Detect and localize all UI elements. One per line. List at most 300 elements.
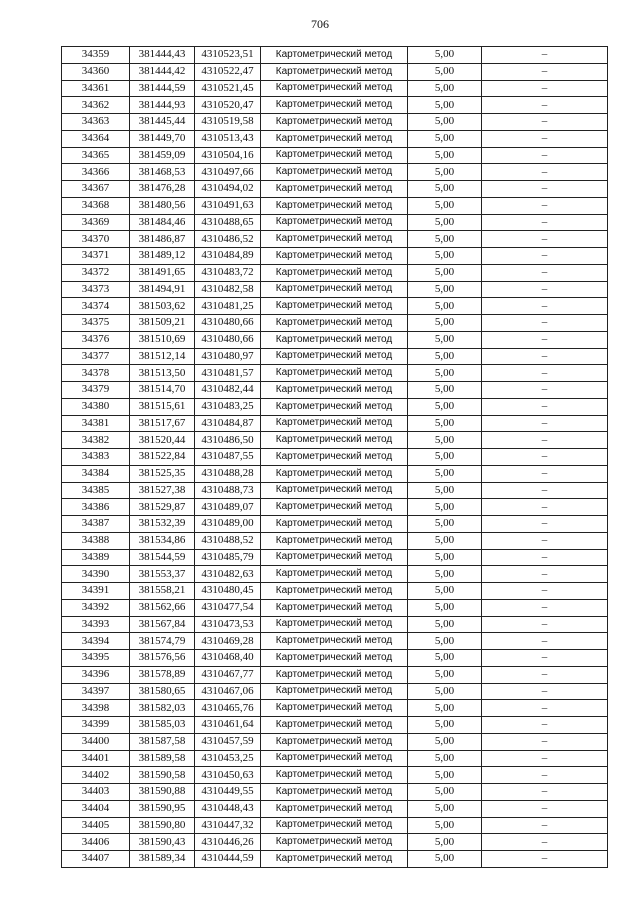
method-cell: Картометрический метод	[261, 482, 408, 499]
method-cell: Картометрический метод	[261, 784, 408, 801]
table-row	[62, 281, 608, 298]
table-row	[62, 264, 608, 281]
x-coordinate-cell: 381486,87	[130, 231, 195, 248]
y-coordinate-cell: 4310482,63	[195, 566, 261, 583]
point-number-cell: 34373	[62, 281, 130, 298]
table-row	[62, 197, 608, 214]
point-number-cell: 34370	[62, 231, 130, 248]
accuracy-cell: 5,00	[408, 415, 482, 432]
note-cell: –	[482, 633, 608, 650]
table-row	[62, 700, 608, 717]
table-row	[62, 181, 608, 198]
note-cell: –	[482, 264, 608, 281]
method-cell: Картометрический метод	[261, 382, 408, 399]
point-number-cell: 34389	[62, 549, 130, 566]
x-coordinate-cell: 381558,21	[130, 583, 195, 600]
table-row	[62, 767, 608, 784]
table-row	[62, 415, 608, 432]
table-row	[62, 164, 608, 181]
table-row	[62, 633, 608, 650]
accuracy-cell: 5,00	[408, 650, 482, 667]
note-cell: –	[482, 733, 608, 750]
table-row	[62, 499, 608, 516]
method-cell: Картометрический метод	[261, 147, 408, 164]
note-cell: –	[482, 566, 608, 583]
method-cell: Картометрический метод	[261, 750, 408, 767]
method-cell: Картометрический метод	[261, 315, 408, 332]
point-number-cell: 34394	[62, 633, 130, 650]
x-coordinate-cell: 381445,44	[130, 114, 195, 131]
note-cell: –	[482, 315, 608, 332]
method-cell: Картометрический метод	[261, 549, 408, 566]
y-coordinate-cell: 4310449,55	[195, 784, 261, 801]
note-cell: –	[482, 281, 608, 298]
y-coordinate-cell: 4310482,58	[195, 281, 261, 298]
x-coordinate-cell: 381576,56	[130, 650, 195, 667]
accuracy-cell: 5,00	[408, 80, 482, 97]
note-cell: –	[482, 800, 608, 817]
note-cell: –	[482, 817, 608, 834]
point-number-cell: 34363	[62, 114, 130, 131]
note-cell: –	[482, 683, 608, 700]
method-cell: Картометрический метод	[261, 398, 408, 415]
note-cell: –	[482, 449, 608, 466]
point-number-cell: 34392	[62, 599, 130, 616]
note-cell: –	[482, 147, 608, 164]
x-coordinate-cell: 381587,58	[130, 733, 195, 750]
coordinates-table-body	[62, 47, 608, 868]
x-coordinate-cell: 381503,62	[130, 298, 195, 315]
y-coordinate-cell: 4310489,07	[195, 499, 261, 516]
accuracy-cell: 5,00	[408, 851, 482, 868]
accuracy-cell: 5,00	[408, 398, 482, 415]
table-row	[62, 432, 608, 449]
method-cell: Картометрический метод	[261, 817, 408, 834]
y-coordinate-cell: 4310486,50	[195, 432, 261, 449]
point-number-cell: 34374	[62, 298, 130, 315]
point-number-cell: 34388	[62, 532, 130, 549]
accuracy-cell: 5,00	[408, 465, 482, 482]
table-row	[62, 549, 608, 566]
table-row	[62, 800, 608, 817]
table-row	[62, 666, 608, 683]
method-cell: Картометрический метод	[261, 700, 408, 717]
accuracy-cell: 5,00	[408, 532, 482, 549]
x-coordinate-cell: 381590,95	[130, 800, 195, 817]
x-coordinate-cell: 381532,39	[130, 516, 195, 533]
accuracy-cell: 5,00	[408, 315, 482, 332]
method-cell: Картометрический метод	[261, 583, 408, 600]
table-row	[62, 616, 608, 633]
accuracy-cell: 5,00	[408, 348, 482, 365]
method-cell: Картометрический метод	[261, 365, 408, 382]
x-coordinate-cell: 381515,61	[130, 398, 195, 415]
y-coordinate-cell: 4310453,25	[195, 750, 261, 767]
y-coordinate-cell: 4310497,66	[195, 164, 261, 181]
x-coordinate-cell: 381582,03	[130, 700, 195, 717]
table-row	[62, 331, 608, 348]
x-coordinate-cell: 381529,87	[130, 499, 195, 516]
y-coordinate-cell: 4310467,06	[195, 683, 261, 700]
note-cell: –	[482, 532, 608, 549]
accuracy-cell: 5,00	[408, 784, 482, 801]
note-cell: –	[482, 63, 608, 80]
table-row	[62, 382, 608, 399]
point-number-cell: 34367	[62, 181, 130, 198]
table-row	[62, 784, 608, 801]
table-row	[62, 566, 608, 583]
point-number-cell: 34399	[62, 717, 130, 734]
accuracy-cell: 5,00	[408, 449, 482, 466]
y-coordinate-cell: 4310481,25	[195, 298, 261, 315]
method-cell: Картометрический метод	[261, 231, 408, 248]
x-coordinate-cell: 381491,65	[130, 264, 195, 281]
method-cell: Картометрический метод	[261, 264, 408, 281]
note-cell: –	[482, 599, 608, 616]
point-number-cell: 34364	[62, 130, 130, 147]
table-row	[62, 80, 608, 97]
method-cell: Картометрический метод	[261, 666, 408, 683]
point-number-cell: 34382	[62, 432, 130, 449]
method-cell: Картометрический метод	[261, 415, 408, 432]
x-coordinate-cell: 381517,67	[130, 415, 195, 432]
note-cell: –	[482, 750, 608, 767]
note-cell: –	[482, 164, 608, 181]
x-coordinate-cell: 381589,58	[130, 750, 195, 767]
point-number-cell: 34365	[62, 147, 130, 164]
point-number-cell: 34369	[62, 214, 130, 231]
accuracy-cell: 5,00	[408, 63, 482, 80]
method-cell: Картометрический метод	[261, 181, 408, 198]
note-cell: –	[482, 398, 608, 415]
note-cell: –	[482, 80, 608, 97]
accuracy-cell: 5,00	[408, 700, 482, 717]
x-coordinate-cell: 381512,14	[130, 348, 195, 365]
table-row	[62, 63, 608, 80]
point-number-cell: 34403	[62, 784, 130, 801]
point-number-cell: 34361	[62, 80, 130, 97]
method-cell: Картометрический метод	[261, 499, 408, 516]
point-number-cell: 34396	[62, 666, 130, 683]
x-coordinate-cell: 381489,12	[130, 248, 195, 265]
y-coordinate-cell: 4310488,65	[195, 214, 261, 231]
table-row	[62, 315, 608, 332]
x-coordinate-cell: 381534,86	[130, 532, 195, 549]
point-number-cell: 34366	[62, 164, 130, 181]
x-coordinate-cell: 381510,69	[130, 331, 195, 348]
x-coordinate-cell: 381480,56	[130, 197, 195, 214]
x-coordinate-cell: 381580,65	[130, 683, 195, 700]
table-row	[62, 231, 608, 248]
table-row	[62, 365, 608, 382]
note-cell: –	[482, 214, 608, 231]
x-coordinate-cell: 381449,70	[130, 130, 195, 147]
table-row	[62, 516, 608, 533]
method-cell: Картометрический метод	[261, 616, 408, 633]
accuracy-cell: 5,00	[408, 633, 482, 650]
table-row	[62, 834, 608, 851]
accuracy-cell: 5,00	[408, 800, 482, 817]
accuracy-cell: 5,00	[408, 817, 482, 834]
table-row	[62, 583, 608, 600]
point-number-cell: 34383	[62, 449, 130, 466]
accuracy-cell: 5,00	[408, 834, 482, 851]
y-coordinate-cell: 4310521,45	[195, 80, 261, 97]
table-row	[62, 214, 608, 231]
table-row	[62, 750, 608, 767]
note-cell: –	[482, 767, 608, 784]
note-cell: –	[482, 666, 608, 683]
y-coordinate-cell: 4310448,43	[195, 800, 261, 817]
note-cell: –	[482, 482, 608, 499]
note-cell: –	[482, 130, 608, 147]
accuracy-cell: 5,00	[408, 499, 482, 516]
point-number-cell: 34372	[62, 264, 130, 281]
point-number-cell: 34380	[62, 398, 130, 415]
accuracy-cell: 5,00	[408, 97, 482, 114]
note-cell: –	[482, 583, 608, 600]
note-cell: –	[482, 114, 608, 131]
note-cell: –	[482, 415, 608, 432]
note-cell: –	[482, 298, 608, 315]
y-coordinate-cell: 4310446,26	[195, 834, 261, 851]
point-number-cell: 34379	[62, 382, 130, 399]
table-row	[62, 851, 608, 868]
accuracy-cell: 5,00	[408, 583, 482, 600]
note-cell: –	[482, 248, 608, 265]
point-number-cell: 34360	[62, 63, 130, 80]
y-coordinate-cell: 4310488,73	[195, 482, 261, 499]
method-cell: Картометрический метод	[261, 197, 408, 214]
point-number-cell: 34378	[62, 365, 130, 382]
accuracy-cell: 5,00	[408, 666, 482, 683]
y-coordinate-cell: 4310450,63	[195, 767, 261, 784]
table-row	[62, 130, 608, 147]
method-cell: Картометрический метод	[261, 214, 408, 231]
method-cell: Картометрический метод	[261, 566, 408, 583]
y-coordinate-cell: 4310520,47	[195, 97, 261, 114]
x-coordinate-cell: 381590,43	[130, 834, 195, 851]
method-cell: Картометрический метод	[261, 80, 408, 97]
table-row	[62, 650, 608, 667]
accuracy-cell: 5,00	[408, 616, 482, 633]
y-coordinate-cell: 4310488,52	[195, 532, 261, 549]
note-cell: –	[482, 650, 608, 667]
method-cell: Картометрический метод	[261, 516, 408, 533]
y-coordinate-cell: 4310486,52	[195, 231, 261, 248]
table-row	[62, 817, 608, 834]
accuracy-cell: 5,00	[408, 516, 482, 533]
table-row	[62, 47, 608, 64]
point-number-cell: 34391	[62, 583, 130, 600]
method-cell: Картометрический метод	[261, 633, 408, 650]
x-coordinate-cell: 381585,03	[130, 717, 195, 734]
x-coordinate-cell: 381590,80	[130, 817, 195, 834]
x-coordinate-cell: 381525,35	[130, 465, 195, 482]
note-cell: –	[482, 700, 608, 717]
method-cell: Картометрический метод	[261, 834, 408, 851]
note-cell: –	[482, 717, 608, 734]
page-number: 706	[311, 17, 329, 31]
note-cell: –	[482, 365, 608, 382]
point-number-cell: 34405	[62, 817, 130, 834]
method-cell: Картометрический метод	[261, 47, 408, 64]
method-cell: Картометрический метод	[261, 63, 408, 80]
x-coordinate-cell: 381590,58	[130, 767, 195, 784]
y-coordinate-cell: 4310477,54	[195, 599, 261, 616]
accuracy-cell: 5,00	[408, 181, 482, 198]
x-coordinate-cell: 381468,53	[130, 164, 195, 181]
point-number-cell: 34375	[62, 315, 130, 332]
y-coordinate-cell: 4310469,28	[195, 633, 261, 650]
note-cell: –	[482, 784, 608, 801]
y-coordinate-cell: 4310487,55	[195, 449, 261, 466]
y-coordinate-cell: 4310483,25	[195, 398, 261, 415]
point-number-cell: 34381	[62, 415, 130, 432]
point-number-cell: 34393	[62, 616, 130, 633]
note-cell: –	[482, 331, 608, 348]
y-coordinate-cell: 4310489,00	[195, 516, 261, 533]
method-cell: Картометрический метод	[261, 717, 408, 734]
note-cell: –	[482, 231, 608, 248]
y-coordinate-cell: 4310473,53	[195, 616, 261, 633]
x-coordinate-cell: 381553,37	[130, 566, 195, 583]
x-coordinate-cell: 381444,42	[130, 63, 195, 80]
x-coordinate-cell: 381494,91	[130, 281, 195, 298]
note-cell: –	[482, 348, 608, 365]
accuracy-cell: 5,00	[408, 382, 482, 399]
table-row	[62, 248, 608, 265]
accuracy-cell: 5,00	[408, 482, 482, 499]
y-coordinate-cell: 4310484,89	[195, 248, 261, 265]
method-cell: Картометрический метод	[261, 599, 408, 616]
note-cell: –	[482, 382, 608, 399]
point-number-cell: 34387	[62, 516, 130, 533]
table-row	[62, 733, 608, 750]
table-row	[62, 147, 608, 164]
x-coordinate-cell: 381444,93	[130, 97, 195, 114]
y-coordinate-cell: 4310480,45	[195, 583, 261, 600]
accuracy-cell: 5,00	[408, 432, 482, 449]
y-coordinate-cell: 4310485,79	[195, 549, 261, 566]
method-cell: Картометрический метод	[261, 348, 408, 365]
table-row	[62, 114, 608, 131]
point-number-cell: 34398	[62, 700, 130, 717]
point-number-cell: 34362	[62, 97, 130, 114]
point-number-cell: 34397	[62, 683, 130, 700]
x-coordinate-cell: 381513,50	[130, 365, 195, 382]
y-coordinate-cell: 4310482,44	[195, 382, 261, 399]
y-coordinate-cell: 4310461,64	[195, 717, 261, 734]
x-coordinate-cell: 381514,70	[130, 382, 195, 399]
accuracy-cell: 5,00	[408, 683, 482, 700]
y-coordinate-cell: 4310468,40	[195, 650, 261, 667]
y-coordinate-cell: 4310484,87	[195, 415, 261, 432]
method-cell: Картометрический метод	[261, 298, 408, 315]
method-cell: Картометрический метод	[261, 281, 408, 298]
y-coordinate-cell: 4310488,28	[195, 465, 261, 482]
y-coordinate-cell: 4310457,59	[195, 733, 261, 750]
point-number-cell: 34404	[62, 800, 130, 817]
x-coordinate-cell: 381476,28	[130, 181, 195, 198]
y-coordinate-cell: 4310467,77	[195, 666, 261, 683]
y-coordinate-cell: 4310523,51	[195, 47, 261, 64]
note-cell: –	[482, 432, 608, 449]
accuracy-cell: 5,00	[408, 549, 482, 566]
table-row	[62, 97, 608, 114]
accuracy-cell: 5,00	[408, 750, 482, 767]
x-coordinate-cell: 381589,34	[130, 851, 195, 868]
point-number-cell: 34386	[62, 499, 130, 516]
method-cell: Картометрический метод	[261, 683, 408, 700]
note-cell: –	[482, 181, 608, 198]
y-coordinate-cell: 4310447,32	[195, 817, 261, 834]
x-coordinate-cell: 381590,88	[130, 784, 195, 801]
accuracy-cell: 5,00	[408, 47, 482, 64]
x-coordinate-cell: 381574,79	[130, 633, 195, 650]
table-row	[62, 465, 608, 482]
table-row	[62, 683, 608, 700]
note-cell: –	[482, 616, 608, 633]
point-number-cell: 34368	[62, 197, 130, 214]
table-row	[62, 482, 608, 499]
y-coordinate-cell: 4310480,97	[195, 348, 261, 365]
accuracy-cell: 5,00	[408, 164, 482, 181]
y-coordinate-cell: 4310444,59	[195, 851, 261, 868]
accuracy-cell: 5,00	[408, 214, 482, 231]
point-number-cell: 34407	[62, 851, 130, 868]
point-number-cell: 34385	[62, 482, 130, 499]
point-number-cell: 34406	[62, 834, 130, 851]
y-coordinate-cell: 4310483,72	[195, 264, 261, 281]
y-coordinate-cell: 4310465,76	[195, 700, 261, 717]
method-cell: Картометрический метод	[261, 97, 408, 114]
point-number-cell: 34376	[62, 331, 130, 348]
method-cell: Картометрический метод	[261, 532, 408, 549]
point-number-cell: 34401	[62, 750, 130, 767]
x-coordinate-cell: 381444,43	[130, 47, 195, 64]
method-cell: Картометрический метод	[261, 248, 408, 265]
x-coordinate-cell: 381567,84	[130, 616, 195, 633]
accuracy-cell: 5,00	[408, 717, 482, 734]
accuracy-cell: 5,00	[408, 147, 482, 164]
method-cell: Картометрический метод	[261, 164, 408, 181]
method-cell: Картометрический метод	[261, 767, 408, 784]
point-number-cell: 34390	[62, 566, 130, 583]
note-cell: –	[482, 549, 608, 566]
accuracy-cell: 5,00	[408, 197, 482, 214]
y-coordinate-cell: 4310480,66	[195, 331, 261, 348]
note-cell: –	[482, 516, 608, 533]
x-coordinate-cell: 381522,84	[130, 449, 195, 466]
table-row	[62, 532, 608, 549]
method-cell: Картометрический метод	[261, 465, 408, 482]
method-cell: Картометрический метод	[261, 650, 408, 667]
method-cell: Картометрический метод	[261, 800, 408, 817]
method-cell: Картометрический метод	[261, 130, 408, 147]
y-coordinate-cell: 4310480,66	[195, 315, 261, 332]
y-coordinate-cell: 4310504,16	[195, 147, 261, 164]
x-coordinate-cell: 381484,46	[130, 214, 195, 231]
note-cell: –	[482, 47, 608, 64]
method-cell: Картометрический метод	[261, 432, 408, 449]
point-number-cell: 34359	[62, 47, 130, 64]
point-number-cell: 34377	[62, 348, 130, 365]
method-cell: Картометрический метод	[261, 114, 408, 131]
y-coordinate-cell: 4310513,43	[195, 130, 261, 147]
point-number-cell: 34402	[62, 767, 130, 784]
method-cell: Картометрический метод	[261, 733, 408, 750]
